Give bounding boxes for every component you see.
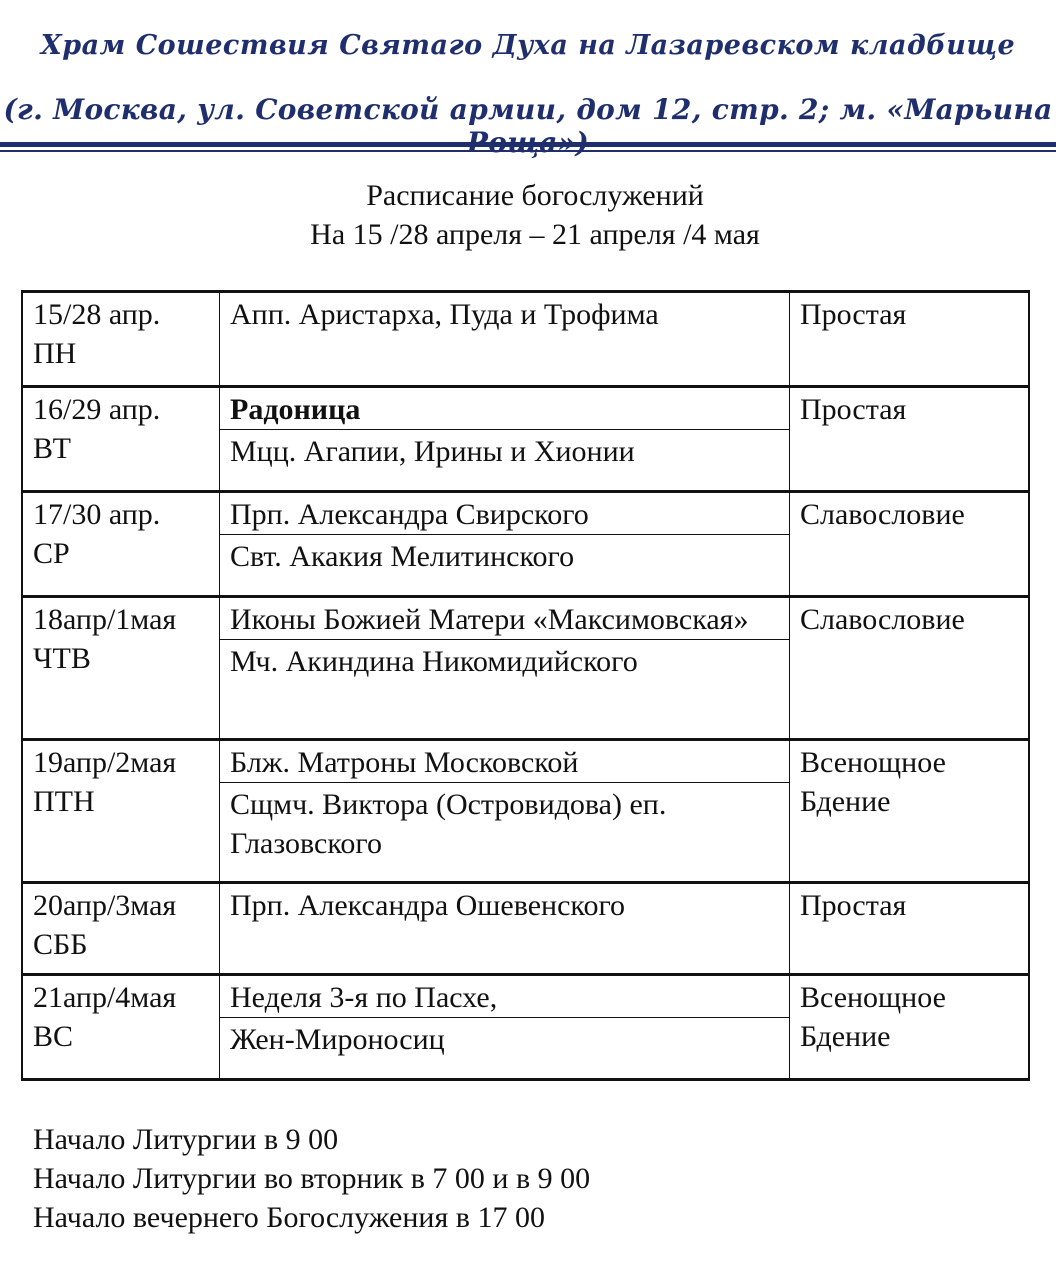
commemoration-cell bbox=[220, 883, 790, 975]
service-rank-text: Простая bbox=[800, 298, 907, 331]
commemoration-item: Мцц. Агапии, Ирины и Хионии bbox=[220, 429, 789, 471]
commemoration-item: Радоница bbox=[230, 393, 361, 426]
schedule-title-line1: Расписание богослужений bbox=[366, 179, 704, 212]
commemoration-item: Блж. Матроны Московской bbox=[230, 746, 579, 779]
service-rank-cell bbox=[790, 387, 1030, 492]
date-label: 21апр/4мая bbox=[33, 981, 177, 1014]
service-rank bbox=[790, 293, 1028, 334]
service-rank bbox=[790, 741, 1028, 821]
commemoration-cell bbox=[220, 597, 790, 740]
service-rank-text: Простая bbox=[800, 889, 907, 922]
date-label: 19апр/2мая bbox=[33, 746, 177, 779]
schedule-table-body bbox=[22, 292, 1029, 1080]
service-times bbox=[33, 1120, 590, 1237]
weekday-label: СР bbox=[33, 537, 70, 570]
service-rank-text: Бдение bbox=[800, 785, 891, 818]
weekday-label: ВТ bbox=[33, 432, 71, 465]
service-rank bbox=[790, 976, 1028, 1056]
date-text bbox=[23, 741, 219, 821]
date-label: 15/28 апр. bbox=[33, 298, 161, 331]
schedule-row bbox=[22, 883, 1029, 975]
date-cell bbox=[22, 597, 220, 740]
service-time-liturgy: Начало Литургии в 9 00 bbox=[33, 1123, 339, 1156]
commemoration-item: Мч. Акиндина Никомидийского bbox=[220, 639, 789, 681]
commemoration-item: Сщмч. Виктора (Островидова) еп. Глазовского bbox=[220, 782, 789, 863]
date-text bbox=[23, 388, 219, 468]
header-divider-thin bbox=[0, 150, 1056, 152]
date-text bbox=[23, 598, 219, 678]
weekday-label: ПТН bbox=[33, 785, 95, 818]
weekday-label: ПН bbox=[33, 337, 77, 370]
date-cell bbox=[22, 740, 220, 883]
service-rank-text: Всенощное bbox=[800, 981, 946, 1014]
date-text bbox=[23, 976, 219, 1056]
date-cell bbox=[22, 492, 220, 597]
schedule-table bbox=[21, 290, 1030, 1081]
page-header bbox=[0, 0, 1056, 150]
commemoration-item: Иконы Божией Матери «Максимовская» bbox=[230, 603, 749, 636]
header-divider-thick bbox=[0, 142, 1056, 147]
schedule-row bbox=[22, 387, 1029, 492]
service-rank bbox=[790, 598, 1028, 639]
date-text bbox=[23, 493, 219, 573]
date-text bbox=[23, 293, 219, 373]
service-rank-cell bbox=[790, 492, 1030, 597]
date-cell bbox=[22, 292, 220, 387]
date-label: 20апр/3мая bbox=[33, 889, 177, 922]
date-cell bbox=[22, 883, 220, 975]
schedule-row bbox=[22, 492, 1029, 597]
schedule-title bbox=[0, 176, 1056, 254]
commemoration-item: Жен-Мироносиц bbox=[220, 1017, 789, 1059]
schedule-row bbox=[22, 292, 1029, 387]
date-text bbox=[23, 884, 219, 964]
commemoration-cell bbox=[220, 292, 790, 387]
weekday-label: СББ bbox=[33, 928, 88, 961]
service-rank-text: Славословие bbox=[800, 603, 965, 636]
service-time-evening: Начало вечернего Богослужения в 17 00 bbox=[33, 1201, 545, 1234]
church-name: Храм Сошествия Святаго Духа на Лазаревском кладбище bbox=[40, 30, 1016, 61]
service-rank-cell bbox=[790, 975, 1030, 1080]
weekday-label: ЧТВ bbox=[33, 642, 91, 675]
commemoration-item: Прп. Александра Ошевенского bbox=[230, 889, 625, 922]
commemoration-item: Неделя 3-я по Пасхе, bbox=[230, 981, 498, 1014]
date-label: 18апр/1мая bbox=[33, 603, 177, 636]
weekday-label: ВС bbox=[33, 1020, 74, 1053]
service-rank-text: Всенощное bbox=[800, 746, 946, 779]
date-label: 17/30 апр. bbox=[33, 498, 161, 531]
schedule-row bbox=[22, 975, 1029, 1080]
commemoration-cell bbox=[220, 492, 790, 597]
service-rank-text: Бдение bbox=[800, 1020, 891, 1053]
schedule-row bbox=[22, 740, 1029, 883]
commemoration-item: Прп. Александра Свирского bbox=[230, 498, 589, 531]
commemoration-cell bbox=[220, 740, 790, 883]
service-rank-cell bbox=[790, 292, 1030, 387]
service-rank-cell bbox=[790, 597, 1030, 740]
date-label: 16/29 апр. bbox=[33, 393, 161, 426]
service-rank-text: Простая bbox=[800, 393, 907, 426]
commemoration-cell bbox=[220, 387, 790, 492]
service-rank bbox=[790, 388, 1028, 429]
schedule-title-line2: На 15 /28 апреля – 21 апреля /4 мая bbox=[310, 218, 760, 251]
church-address: (г. Москва, ул. Советской армии, дом 12, стр. 2; м. «Марьина bbox=[3, 93, 1053, 126]
commemoration-item: Свт. Акакия Мелитинского bbox=[220, 534, 789, 576]
date-cell bbox=[22, 975, 220, 1080]
service-rank bbox=[790, 493, 1028, 534]
service-time-tuesday-liturgy: Начало Литургии во вторник в 7 00 и в 9 00 bbox=[33, 1162, 591, 1195]
date-cell bbox=[22, 387, 220, 492]
commemoration-cell bbox=[220, 975, 790, 1080]
service-rank-cell bbox=[790, 883, 1030, 975]
schedule-row bbox=[22, 597, 1029, 740]
service-rank-cell bbox=[790, 740, 1030, 883]
service-rank bbox=[790, 884, 1028, 925]
service-rank-text: Славословие bbox=[800, 498, 965, 531]
commemoration-item: Апп. Аристарха, Пуда и Трофима bbox=[230, 298, 659, 331]
